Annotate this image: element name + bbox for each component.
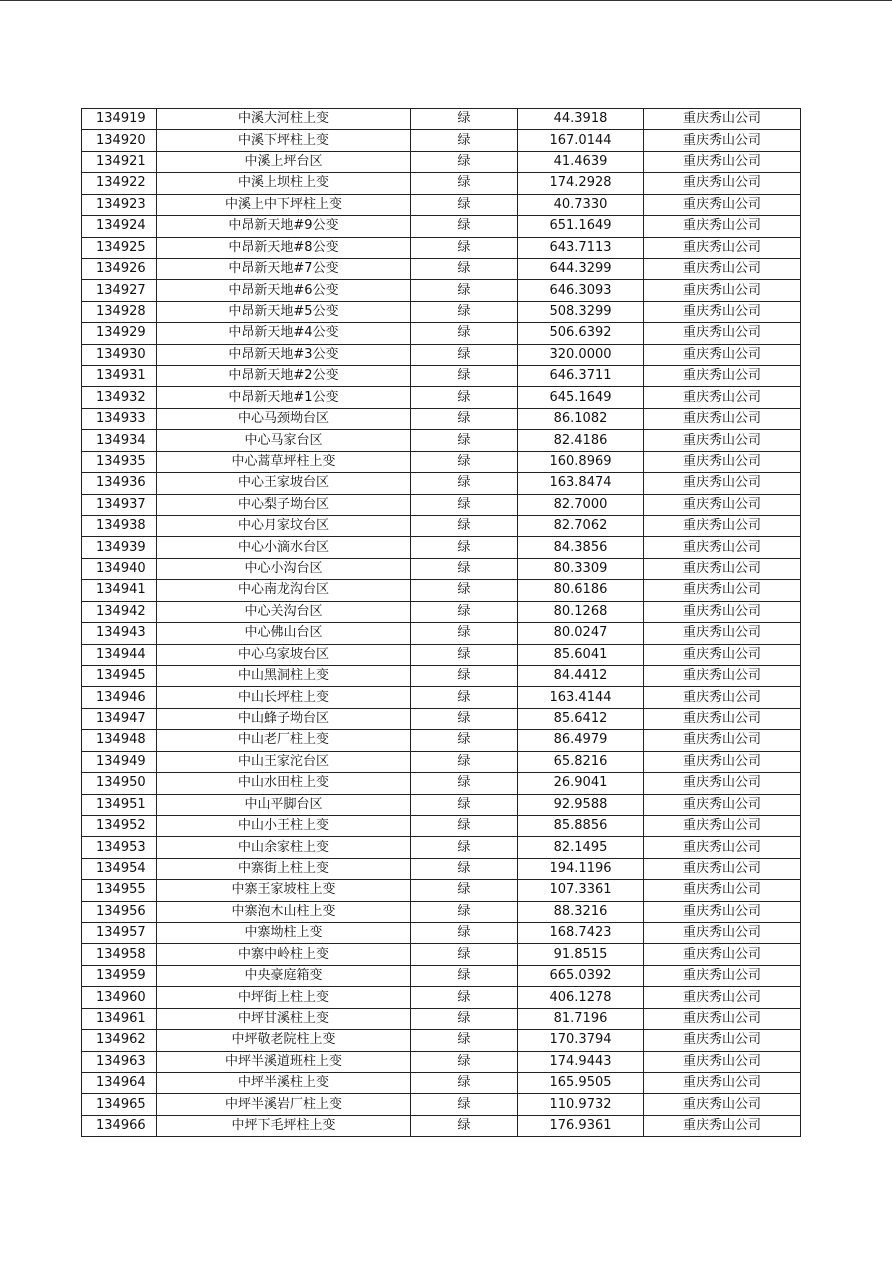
value-cell: 84.3856 (518, 537, 644, 558)
company-cell: 重庆秀山公司 (644, 516, 801, 537)
row-id-cell: 134945 (82, 665, 157, 686)
company-cell: 重庆秀山公司 (644, 430, 801, 451)
status-cell: 绿 (411, 366, 518, 387)
company-cell: 重庆秀山公司 (644, 1094, 801, 1115)
status-cell: 绿 (411, 280, 518, 301)
value-cell: 80.0247 (518, 623, 644, 644)
station-name-cell: 中溪大河柱上变 (157, 109, 411, 130)
value-cell: 26.9041 (518, 773, 644, 794)
value-cell: 44.3918 (518, 109, 644, 130)
status-cell: 绿 (411, 923, 518, 944)
value-cell: 167.0144 (518, 130, 644, 151)
station-name-cell: 中寨王家坡柱上变 (157, 880, 411, 901)
company-cell: 重庆秀山公司 (644, 1030, 801, 1051)
status-cell: 绿 (411, 1072, 518, 1093)
value-cell: 80.1268 (518, 601, 644, 622)
station-name-cell: 中山长坪柱上变 (157, 687, 411, 708)
status-cell: 绿 (411, 773, 518, 794)
row-id-cell: 134936 (82, 473, 157, 494)
table-row (82, 109, 801, 130)
company-cell: 重庆秀山公司 (644, 558, 801, 579)
row-id-cell: 134924 (82, 216, 157, 237)
row-id-cell: 134940 (82, 558, 157, 579)
company-cell: 重庆秀山公司 (644, 280, 801, 301)
table-row (82, 537, 801, 558)
company-cell: 重庆秀山公司 (644, 323, 801, 344)
status-cell: 绿 (411, 323, 518, 344)
station-name-cell: 中昂新天地#6公变 (157, 280, 411, 301)
row-id-cell: 134964 (82, 1072, 157, 1093)
row-id-cell: 134928 (82, 301, 157, 322)
value-cell: 163.8474 (518, 473, 644, 494)
company-cell: 重庆秀山公司 (644, 794, 801, 815)
table-row (82, 1008, 801, 1029)
station-name-cell: 中山蜂子坳台区 (157, 708, 411, 729)
status-cell: 绿 (411, 1051, 518, 1072)
table-row (82, 687, 801, 708)
value-cell: 646.3711 (518, 366, 644, 387)
status-cell: 绿 (411, 258, 518, 279)
value-cell: 80.6186 (518, 580, 644, 601)
table-row (82, 773, 801, 794)
row-id-cell: 134954 (82, 858, 157, 879)
company-cell: 重庆秀山公司 (644, 408, 801, 429)
status-cell: 绿 (411, 1008, 518, 1029)
value-cell: 506.6392 (518, 323, 644, 344)
status-cell: 绿 (411, 430, 518, 451)
station-name-cell: 中山老厂柱上变 (157, 730, 411, 751)
value-cell: 41.4639 (518, 151, 644, 172)
table-row (82, 837, 801, 858)
row-id-cell: 134939 (82, 537, 157, 558)
company-cell: 重庆秀山公司 (644, 387, 801, 408)
status-cell: 绿 (411, 473, 518, 494)
table-row (82, 151, 801, 172)
status-cell: 绿 (411, 794, 518, 815)
table-row (82, 901, 801, 922)
status-cell: 绿 (411, 580, 518, 601)
status-cell: 绿 (411, 987, 518, 1008)
company-cell: 重庆秀山公司 (644, 580, 801, 601)
row-id-cell: 134935 (82, 451, 157, 472)
table-row (82, 1115, 801, 1136)
station-name-cell: 中山平脚台区 (157, 794, 411, 815)
company-cell: 重庆秀山公司 (644, 687, 801, 708)
status-cell: 绿 (411, 109, 518, 130)
status-cell: 绿 (411, 644, 518, 665)
station-name-cell: 中央豪庭箱变 (157, 965, 411, 986)
table-row (82, 366, 801, 387)
table-row (82, 1094, 801, 1115)
station-name-cell: 中心佛山台区 (157, 623, 411, 644)
value-cell: 165.9505 (518, 1072, 644, 1093)
company-cell: 重庆秀山公司 (644, 537, 801, 558)
table-row (82, 858, 801, 879)
row-id-cell: 134963 (82, 1051, 157, 1072)
station-name-cell: 中心王家坡台区 (157, 473, 411, 494)
table-row (82, 130, 801, 151)
value-cell: 82.1495 (518, 837, 644, 858)
station-name-cell: 中心南龙沟台区 (157, 580, 411, 601)
station-name-cell: 中山小王柱上变 (157, 815, 411, 836)
station-name-cell: 中昂新天地#8公变 (157, 237, 411, 258)
station-name-cell: 中坪半溪柱上变 (157, 1072, 411, 1093)
value-cell: 168.7423 (518, 923, 644, 944)
company-cell: 重庆秀山公司 (644, 601, 801, 622)
value-cell: 86.4979 (518, 730, 644, 751)
row-id-cell: 134921 (82, 151, 157, 172)
value-cell: 91.8515 (518, 944, 644, 965)
station-name-cell: 中山黑洞柱上变 (157, 665, 411, 686)
table-row (82, 408, 801, 429)
status-cell: 绿 (411, 1094, 518, 1115)
row-id-cell: 134919 (82, 109, 157, 130)
row-id-cell: 134960 (82, 987, 157, 1008)
company-cell: 重庆秀山公司 (644, 901, 801, 922)
company-cell: 重庆秀山公司 (644, 751, 801, 772)
row-id-cell: 134925 (82, 237, 157, 258)
value-cell: 80.3309 (518, 558, 644, 579)
table-row (82, 280, 801, 301)
row-id-cell: 134961 (82, 1008, 157, 1029)
company-cell: 重庆秀山公司 (644, 1051, 801, 1072)
row-id-cell: 134953 (82, 837, 157, 858)
station-name-cell: 中溪下坪柱上变 (157, 130, 411, 151)
company-cell: 重庆秀山公司 (644, 858, 801, 879)
status-cell: 绿 (411, 751, 518, 772)
status-cell: 绿 (411, 708, 518, 729)
status-cell: 绿 (411, 837, 518, 858)
row-id-cell: 134934 (82, 430, 157, 451)
company-cell: 重庆秀山公司 (644, 366, 801, 387)
row-id-cell: 134949 (82, 751, 157, 772)
table-row (82, 644, 801, 665)
station-name-cell: 中心蒿草坪柱上变 (157, 451, 411, 472)
table-row (82, 580, 801, 601)
status-cell: 绿 (411, 880, 518, 901)
table-body (82, 109, 801, 1137)
row-id-cell: 134965 (82, 1094, 157, 1115)
value-cell: 508.3299 (518, 301, 644, 322)
company-cell: 重庆秀山公司 (644, 1072, 801, 1093)
station-name-cell: 中寨街上柱上变 (157, 858, 411, 879)
status-cell: 绿 (411, 237, 518, 258)
company-cell: 重庆秀山公司 (644, 194, 801, 215)
company-cell: 重庆秀山公司 (644, 665, 801, 686)
value-cell: 85.6041 (518, 644, 644, 665)
status-cell: 绿 (411, 451, 518, 472)
value-cell: 160.8969 (518, 451, 644, 472)
table-row (82, 730, 801, 751)
row-id-cell: 134946 (82, 687, 157, 708)
station-name-cell: 中昂新天地#5公变 (157, 301, 411, 322)
value-cell: 176.9361 (518, 1115, 644, 1136)
value-cell: 81.7196 (518, 1008, 644, 1029)
value-cell: 82.4186 (518, 430, 644, 451)
station-name-cell: 中心月家坟台区 (157, 516, 411, 537)
table-row (82, 516, 801, 537)
station-name-cell: 中山王家沱台区 (157, 751, 411, 772)
station-name-cell: 中昂新天地#7公变 (157, 258, 411, 279)
table-row (82, 173, 801, 194)
table-row (82, 1051, 801, 1072)
station-name-cell: 中昂新天地#2公变 (157, 366, 411, 387)
value-cell: 86.1082 (518, 408, 644, 429)
table-row (82, 751, 801, 772)
table-row (82, 494, 801, 515)
table-row (82, 601, 801, 622)
station-name-cell: 中昂新天地#4公变 (157, 323, 411, 344)
status-cell: 绿 (411, 537, 518, 558)
station-name-cell: 中溪上坝柱上变 (157, 173, 411, 194)
company-cell: 重庆秀山公司 (644, 237, 801, 258)
table-row (82, 944, 801, 965)
station-name-cell: 中心小沟台区 (157, 558, 411, 579)
status-cell: 绿 (411, 901, 518, 922)
table-row (82, 1072, 801, 1093)
company-cell: 重庆秀山公司 (644, 623, 801, 644)
row-id-cell: 134937 (82, 494, 157, 515)
station-name-cell: 中昂新天地#3公变 (157, 344, 411, 365)
value-cell: 85.6412 (518, 708, 644, 729)
company-cell: 重庆秀山公司 (644, 1008, 801, 1029)
value-cell: 665.0392 (518, 965, 644, 986)
status-cell: 绿 (411, 216, 518, 237)
value-cell: 65.8216 (518, 751, 644, 772)
row-id-cell: 134966 (82, 1115, 157, 1136)
company-cell: 重庆秀山公司 (644, 151, 801, 172)
value-cell: 170.3794 (518, 1030, 644, 1051)
table-row (82, 301, 801, 322)
data-table (81, 108, 801, 1137)
status-cell: 绿 (411, 516, 518, 537)
status-cell: 绿 (411, 858, 518, 879)
status-cell: 绿 (411, 387, 518, 408)
value-cell: 645.1649 (518, 387, 644, 408)
company-cell: 重庆秀山公司 (644, 987, 801, 1008)
status-cell: 绿 (411, 173, 518, 194)
value-cell: 646.3093 (518, 280, 644, 301)
value-cell: 110.9732 (518, 1094, 644, 1115)
company-cell: 重庆秀山公司 (644, 301, 801, 322)
table-row (82, 558, 801, 579)
value-cell: 194.1196 (518, 858, 644, 879)
row-id-cell: 134938 (82, 516, 157, 537)
company-cell: 重庆秀山公司 (644, 344, 801, 365)
station-name-cell: 中坪下毛坪柱上变 (157, 1115, 411, 1136)
table-row (82, 665, 801, 686)
status-cell: 绿 (411, 944, 518, 965)
row-id-cell: 134923 (82, 194, 157, 215)
value-cell: 84.4412 (518, 665, 644, 686)
company-cell: 重庆秀山公司 (644, 708, 801, 729)
page-top-border (0, 0, 892, 1)
row-id-cell: 134952 (82, 815, 157, 836)
table-row (82, 258, 801, 279)
table-row (82, 923, 801, 944)
company-cell: 重庆秀山公司 (644, 815, 801, 836)
row-id-cell: 134943 (82, 623, 157, 644)
table-row (82, 451, 801, 472)
table-row (82, 430, 801, 451)
company-cell: 重庆秀山公司 (644, 773, 801, 794)
station-name-cell: 中心小滴水台区 (157, 537, 411, 558)
station-name-cell: 中溪上中下坪柱上变 (157, 194, 411, 215)
station-name-cell: 中心马颈坳台区 (157, 408, 411, 429)
status-cell: 绿 (411, 623, 518, 644)
table-row (82, 344, 801, 365)
row-id-cell: 134948 (82, 730, 157, 751)
company-cell: 重庆秀山公司 (644, 730, 801, 751)
value-cell: 644.3299 (518, 258, 644, 279)
row-id-cell: 134951 (82, 794, 157, 815)
status-cell: 绿 (411, 558, 518, 579)
company-cell: 重庆秀山公司 (644, 216, 801, 237)
station-name-cell: 中溪上坪台区 (157, 151, 411, 172)
status-cell: 绿 (411, 301, 518, 322)
station-name-cell: 中坪半溪岩厂柱上变 (157, 1094, 411, 1115)
value-cell: 85.8856 (518, 815, 644, 836)
row-id-cell: 134933 (82, 408, 157, 429)
value-cell: 406.1278 (518, 987, 644, 1008)
value-cell: 88.3216 (518, 901, 644, 922)
row-id-cell: 134931 (82, 366, 157, 387)
value-cell: 643.7113 (518, 237, 644, 258)
row-id-cell: 134926 (82, 258, 157, 279)
station-name-cell: 中寨坳柱上变 (157, 923, 411, 944)
row-id-cell: 134929 (82, 323, 157, 344)
row-id-cell: 134955 (82, 880, 157, 901)
station-name-cell: 中寨中岭柱上变 (157, 944, 411, 965)
status-cell: 绿 (411, 130, 518, 151)
status-cell: 绿 (411, 408, 518, 429)
status-cell: 绿 (411, 194, 518, 215)
value-cell: 174.2928 (518, 173, 644, 194)
table-row (82, 880, 801, 901)
company-cell: 重庆秀山公司 (644, 258, 801, 279)
row-id-cell: 134947 (82, 708, 157, 729)
company-cell: 重庆秀山公司 (644, 473, 801, 494)
station-name-cell: 中坪敬老院柱上变 (157, 1030, 411, 1051)
status-cell: 绿 (411, 601, 518, 622)
company-cell: 重庆秀山公司 (644, 944, 801, 965)
row-id-cell: 134920 (82, 130, 157, 151)
table-row (82, 965, 801, 986)
status-cell: 绿 (411, 730, 518, 751)
row-id-cell: 134941 (82, 580, 157, 601)
company-cell: 重庆秀山公司 (644, 173, 801, 194)
status-cell: 绿 (411, 1030, 518, 1051)
table-row (82, 473, 801, 494)
company-cell: 重庆秀山公司 (644, 451, 801, 472)
row-id-cell: 134944 (82, 644, 157, 665)
station-name-cell: 中心关沟台区 (157, 601, 411, 622)
value-cell: 40.7330 (518, 194, 644, 215)
value-cell: 651.1649 (518, 216, 644, 237)
table-row (82, 794, 801, 815)
table-row (82, 987, 801, 1008)
row-id-cell: 134962 (82, 1030, 157, 1051)
station-name-cell: 中心梨子坳台区 (157, 494, 411, 515)
status-cell: 绿 (411, 687, 518, 708)
table-row (82, 623, 801, 644)
table-row (82, 815, 801, 836)
table-row (82, 237, 801, 258)
table-row (82, 1030, 801, 1051)
status-cell: 绿 (411, 665, 518, 686)
station-name-cell: 中山水田柱上变 (157, 773, 411, 794)
value-cell: 163.4144 (518, 687, 644, 708)
company-cell: 重庆秀山公司 (644, 965, 801, 986)
table-row (82, 194, 801, 215)
row-id-cell: 134957 (82, 923, 157, 944)
company-cell: 重庆秀山公司 (644, 837, 801, 858)
company-cell: 重庆秀山公司 (644, 923, 801, 944)
status-cell: 绿 (411, 151, 518, 172)
status-cell: 绿 (411, 815, 518, 836)
station-name-cell: 中坪甘溪柱上变 (157, 1008, 411, 1029)
row-id-cell: 134958 (82, 944, 157, 965)
row-id-cell: 134930 (82, 344, 157, 365)
company-cell: 重庆秀山公司 (644, 130, 801, 151)
row-id-cell: 134922 (82, 173, 157, 194)
value-cell: 320.0000 (518, 344, 644, 365)
table-row (82, 216, 801, 237)
status-cell: 绿 (411, 965, 518, 986)
row-id-cell: 134932 (82, 387, 157, 408)
value-cell: 107.3361 (518, 880, 644, 901)
company-cell: 重庆秀山公司 (644, 880, 801, 901)
table-row (82, 387, 801, 408)
row-id-cell: 134950 (82, 773, 157, 794)
company-cell: 重庆秀山公司 (644, 1115, 801, 1136)
table-row (82, 323, 801, 344)
value-cell: 82.7000 (518, 494, 644, 515)
station-name-cell: 中坪半溪道班柱上变 (157, 1051, 411, 1072)
station-name-cell: 中心乌家坡台区 (157, 644, 411, 665)
company-cell: 重庆秀山公司 (644, 494, 801, 515)
row-id-cell: 134956 (82, 901, 157, 922)
status-cell: 绿 (411, 344, 518, 365)
company-cell: 重庆秀山公司 (644, 644, 801, 665)
row-id-cell: 134942 (82, 601, 157, 622)
row-id-cell: 134927 (82, 280, 157, 301)
station-name-cell: 中山余家柱上变 (157, 837, 411, 858)
table-row (82, 708, 801, 729)
station-name-cell: 中寨泡木山柱上变 (157, 901, 411, 922)
value-cell: 82.7062 (518, 516, 644, 537)
station-name-cell: 中坪街上柱上变 (157, 987, 411, 1008)
value-cell: 174.9443 (518, 1051, 644, 1072)
station-name-cell: 中心马家台区 (157, 430, 411, 451)
status-cell: 绿 (411, 1115, 518, 1136)
company-cell: 重庆秀山公司 (644, 109, 801, 130)
station-name-cell: 中昂新天地#9公变 (157, 216, 411, 237)
row-id-cell: 134959 (82, 965, 157, 986)
status-cell: 绿 (411, 494, 518, 515)
value-cell: 92.9588 (518, 794, 644, 815)
station-name-cell: 中昂新天地#1公变 (157, 387, 411, 408)
